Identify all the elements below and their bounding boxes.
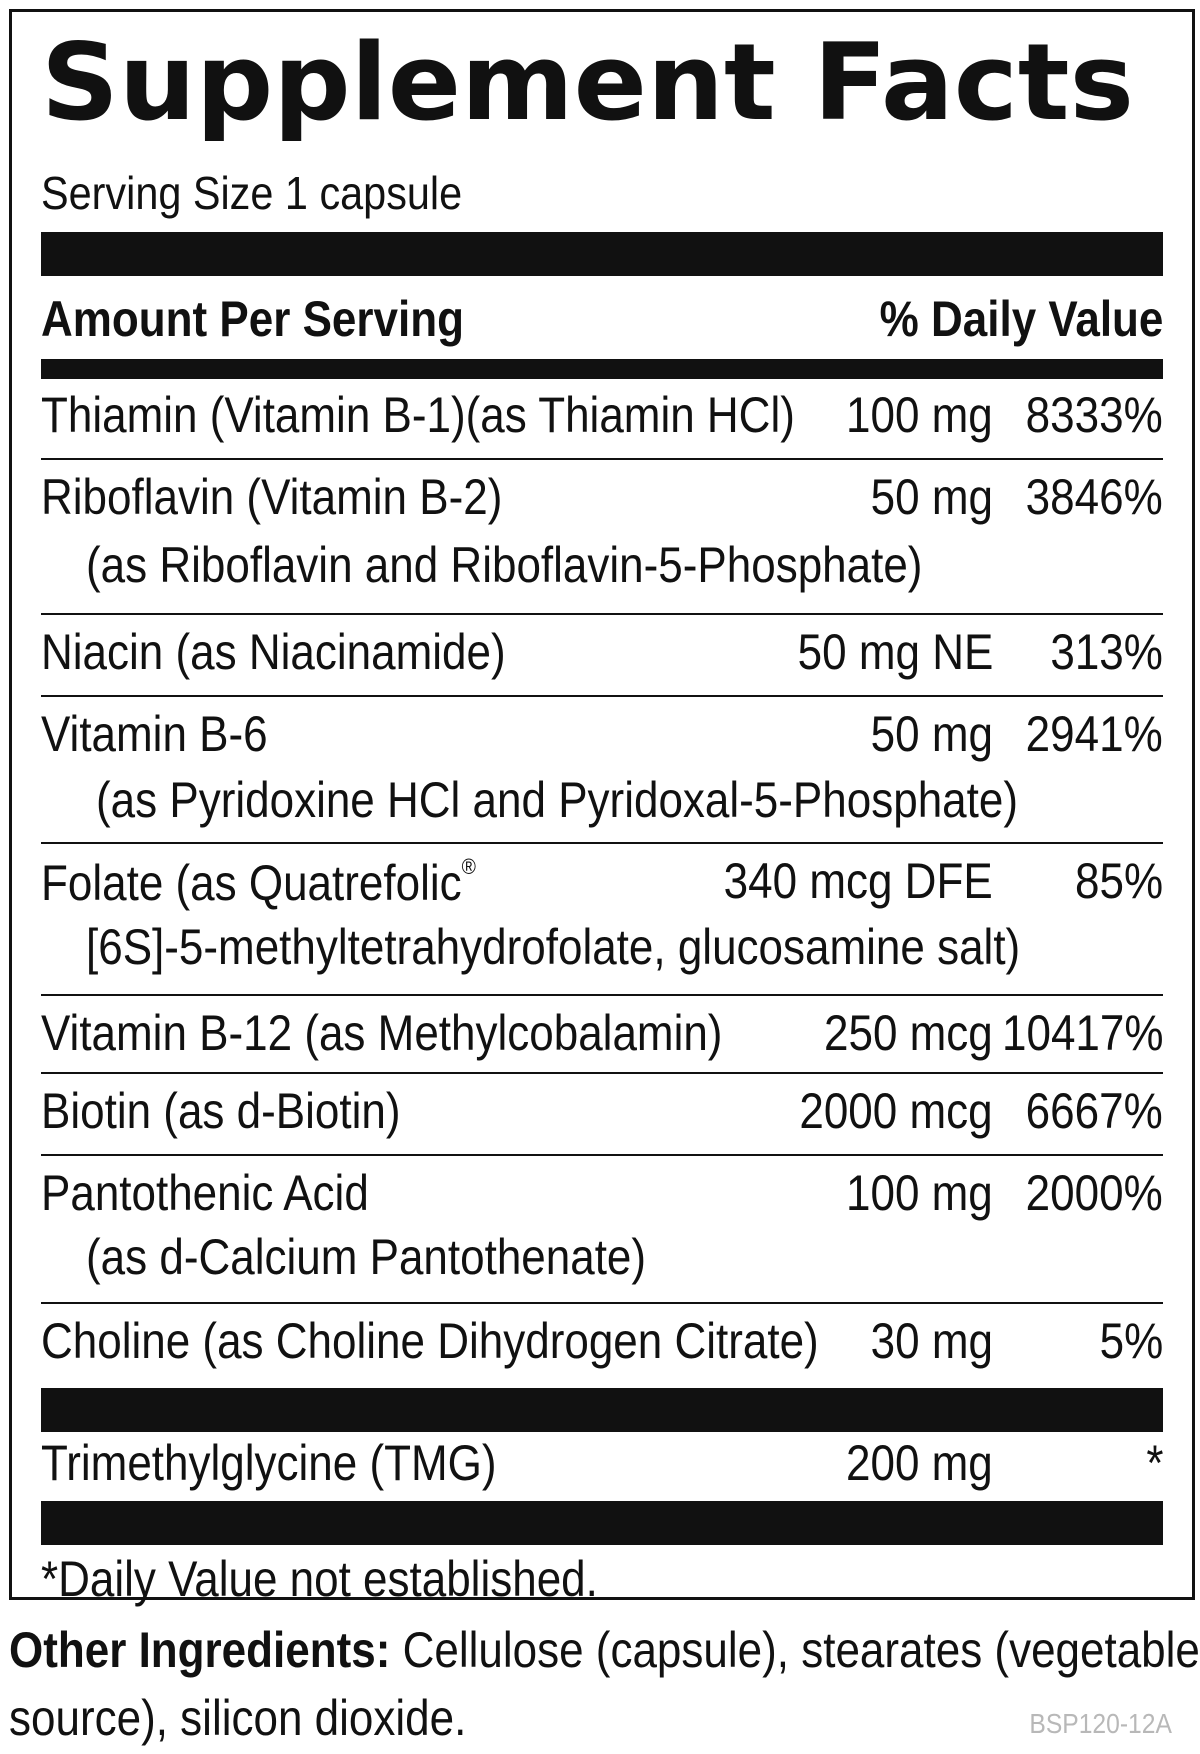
nutrient-amount: 100 mg: [846, 387, 993, 443]
nutrient-source: (as Pyridoxine HCl and Pyridoxal-5-Phosphate): [96, 772, 1018, 828]
nutrient-daily-value: 10417%: [1001, 1005, 1163, 1061]
serving-size: Serving Size 1 capsule: [41, 167, 463, 219]
supplement-facts-panel: [9, 9, 1195, 1607]
registered-mark: ®: [461, 854, 476, 879]
nutrient-daily-value: 85%: [1074, 853, 1163, 909]
row-divider: [41, 842, 1163, 844]
nutrient-amount: 100 mg: [846, 1165, 993, 1221]
row-divider: [41, 1072, 1163, 1074]
supplement-facts-content: [41, 12, 1163, 1607]
nutrient-daily-value: 2941%: [1025, 706, 1163, 762]
row-divider: [41, 613, 1163, 615]
other-ingredients-line-2: source), silicon dioxide.: [9, 1690, 467, 1746]
thick-divider-middle: [41, 1388, 1163, 1432]
row-divider: [41, 1302, 1163, 1304]
nutrient-source: (as d-Calcium Pantothenate): [86, 1229, 647, 1285]
daily-value-footnote: *Daily Value not established.: [41, 1551, 598, 1607]
row-divider: [41, 1154, 1163, 1156]
nutrient-daily-value: 5%: [1099, 1313, 1163, 1369]
nutrient-source: [6S]-5-methyltetrahydrofolate, glucosamine salt): [86, 919, 1021, 975]
row-divider: [41, 695, 1163, 697]
ingredient-amount: 200 mg: [846, 1435, 993, 1491]
panel-title: Supplement Facts: [41, 21, 1134, 144]
nutrient-name: Biotin (as d-Biotin): [41, 1083, 401, 1139]
nutrient-name: Vitamin B-6: [41, 706, 268, 762]
nutrient-amount: 30 mg: [870, 1313, 993, 1369]
nutrient-daily-value: 2000%: [1025, 1165, 1163, 1221]
nutrient-amount: 250 mcg: [824, 1005, 993, 1061]
amount-per-serving-header: Amount Per Serving: [41, 291, 464, 347]
ingredient-name: Trimethylglycine (TMG): [41, 1435, 497, 1491]
nutrient-daily-value: 313%: [1050, 624, 1163, 680]
nutrient-name: [41, 854, 476, 911]
nutrient-name: Riboflavin (Vitamin B-2): [41, 469, 503, 525]
nutrient-daily-value: 6667%: [1025, 1083, 1163, 1139]
nutrient-name: Thiamin (Vitamin B-1)(as Thiamin HCl): [41, 387, 795, 443]
medium-divider: [41, 359, 1163, 379]
thick-divider-top: [41, 232, 1163, 276]
nutrient-amount: 50 mg: [870, 706, 993, 762]
nutrient-amount: 2000 mcg: [799, 1083, 993, 1139]
row-divider: [41, 458, 1163, 460]
other-ingredients-text-1: Cellulose (capsule), stearates (vegetable: [390, 1622, 1200, 1678]
thick-divider-bottom: [41, 1501, 1163, 1545]
nutrient-name: Pantothenic Acid: [41, 1165, 369, 1221]
nutrient-daily-value: 8333%: [1025, 387, 1163, 443]
product-code: BSP120-12A: [1029, 1708, 1172, 1739]
nutrient-name-text: Folate (as Quatrefolic: [41, 855, 462, 911]
nutrient-name: Vitamin B-12 (as Methylcobalamin): [41, 1005, 723, 1061]
daily-value-header: % Daily Value: [879, 291, 1163, 347]
nutrient-name: Niacin (as Niacinamide): [41, 624, 506, 680]
ingredient-daily-value: *: [1145, 1435, 1163, 1491]
nutrient-amount: 50 mg NE: [797, 624, 993, 680]
row-divider: [41, 994, 1163, 996]
nutrient-daily-value: 3846%: [1025, 469, 1163, 525]
nutrient-amount: 340 mcg DFE: [724, 853, 993, 909]
nutrient-source: (as Riboflavin and Riboflavin-5-Phosphate): [86, 537, 923, 593]
other-ingredients-line-1: [9, 1622, 1200, 1678]
nutrient-name: Choline (as Choline Dihydrogen Citrate): [41, 1313, 819, 1369]
nutrient-amount: 50 mg: [870, 469, 993, 525]
other-ingredients-label: Other Ingredients:: [9, 1622, 391, 1678]
